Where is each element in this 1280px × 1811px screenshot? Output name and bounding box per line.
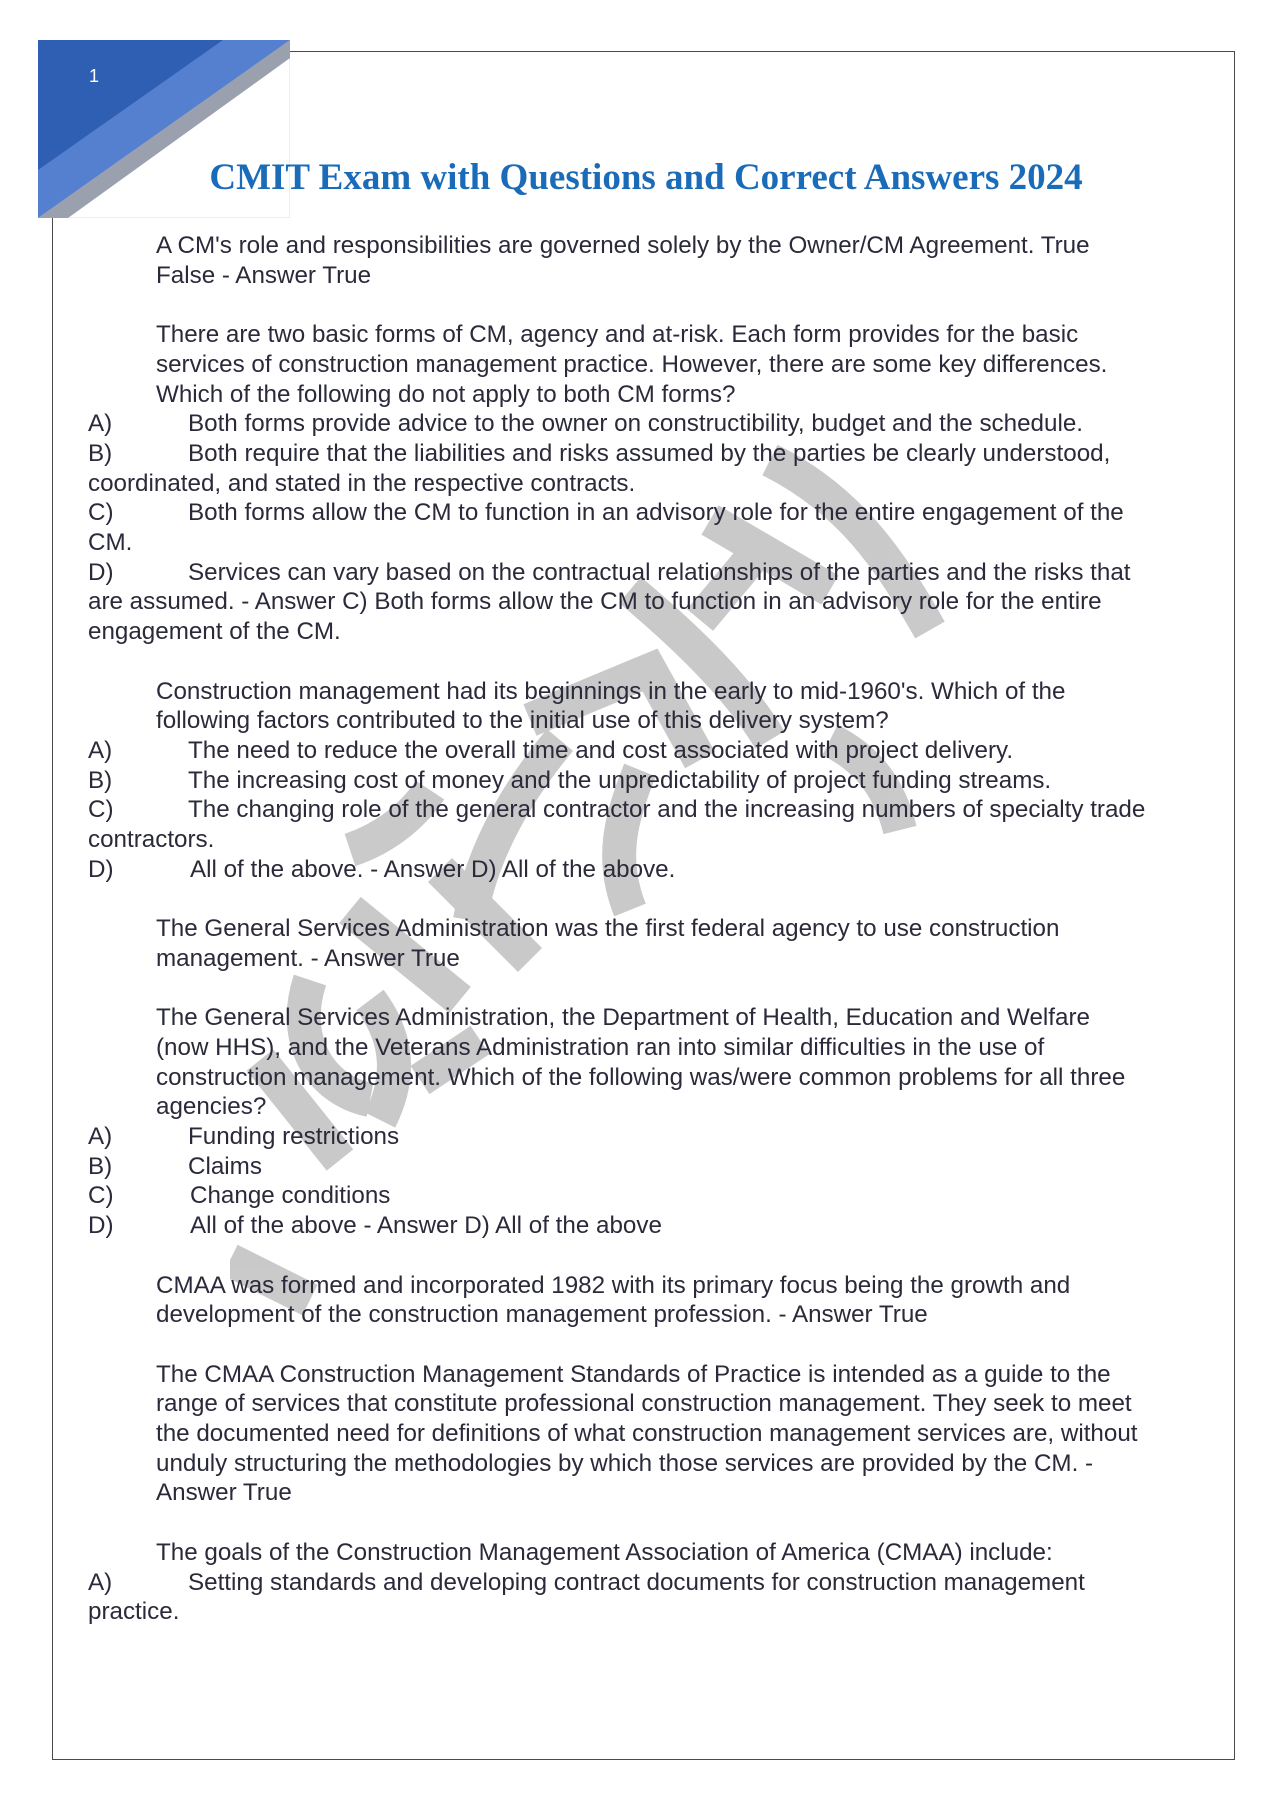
answer-option: A) Setting standards and developing contract documents for construction management practice. bbox=[88, 1568, 1085, 1626]
document-body bbox=[88, 231, 1148, 1627]
question-text: The goals of the Construction Management Association of America (CMAA) include: bbox=[156, 1538, 1053, 1566]
question-text: Construction management had its beginnings in the early to mid-1960's. Which of the following factors contributed to the initial use of this delivery system? bbox=[156, 677, 1066, 735]
answer-option: B) Both require that the liabilities and risks assumed by the parties be clearly understood, coordinated, and stated in the respective contracts. bbox=[88, 439, 1111, 497]
document-title: CMIT Exam with Questions and Correct Answers 2024 bbox=[209, 157, 1083, 198]
question-text: The General Services Administration was the first federal agency to use construction management. - Answer True bbox=[156, 915, 1060, 972]
question-text: A CM's role and responsibilities are governed solely by the Owner/CM Agreement. True False - Answer True bbox=[156, 232, 1090, 289]
answer-option: A) The need to reduce the overall time and cost associated with project delivery. bbox=[88, 736, 1014, 764]
answer-option: C) The changing role of the general contractor and the increasing numbers of specialty trade contractors. bbox=[88, 796, 1146, 854]
answer-option: B) The increasing cost of money and the unpredictability of project funding streams. bbox=[88, 766, 1052, 794]
answer-option: A) Funding restrictions bbox=[88, 1123, 400, 1151]
answer-option: D) All of the above. - Answer D) All of the above. bbox=[88, 855, 676, 883]
page-number: 1 bbox=[89, 66, 100, 86]
question-text: CMAA was formed and incorporated 1982 with its primary focus being the growth and development of the construction management profession. - Answer True bbox=[156, 1271, 1071, 1329]
answer-option: C) Both forms allow the CM to function in an advisory role for the entire engagement of the CM. bbox=[88, 499, 1124, 557]
question-text: The CMAA Construction Management Standards of Practice is intended as a guide to the range of services that constitute professional construction management. They seek to meet the documented need for definitions of what construction management services are, without unduly structuring the methodologies by which those services are provided by the CM. - Answer True bbox=[156, 1360, 1138, 1507]
answer-option: B) Claims bbox=[88, 1152, 262, 1180]
answer-option: D) Services can vary based on the contractual relationships of the parties and the risks that are assumed. - Answer C) Both forms allow the CM to function in an advisory role for the entire engagement of the CM. bbox=[88, 558, 1131, 646]
question-text: There are two basic forms of CM, agency and at-risk. Each form provides for the basic services of construction management practice. However, there are some key differences. Which of the following do not apply to both CM forms? bbox=[156, 321, 1108, 408]
answer-option: C) Change conditions bbox=[88, 1182, 391, 1210]
answer-option: D) All of the above - Answer D) All of the above bbox=[88, 1212, 662, 1240]
question-text: The General Services Administration, the Department of Health, Education and Welfare (now HHS), and the Veterans Administration ran into similar difficulties in the use of construction management. Which of the following was/were common problems for all three agencies? bbox=[156, 1004, 1126, 1121]
answer-option: A) Both forms provide advice to the owner on constructibility, budget and the schedule. bbox=[88, 410, 1084, 438]
